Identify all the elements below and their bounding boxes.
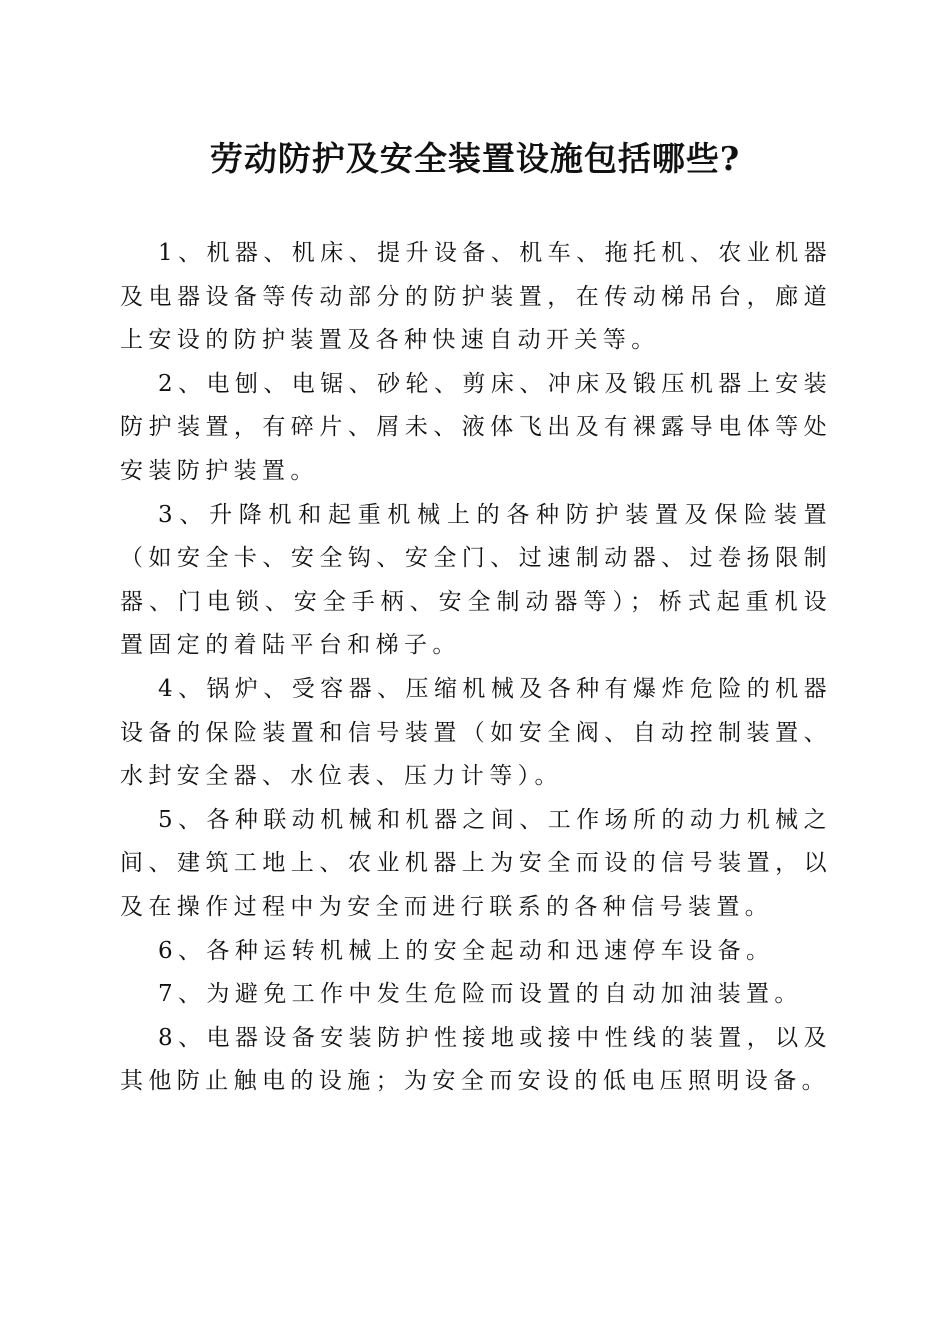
document-title: 劳动防护及安全装置设施包括哪些? bbox=[209, 139, 741, 178]
paragraph-2: 2、电刨、电锯、砂轮、剪床、冲床及锻压机器上安装防护装置，有碎片、屑未、液体飞出及有裸露导电体等处安装防护装置。 bbox=[120, 370, 832, 484]
paragraph-4: 4、锅炉、受容器、压缩机械及各种有爆炸危险的机器设备的保险装置和信号装置（如安全阀、自动控制装置、水封安全器、水位表、压力计等）。 bbox=[120, 675, 832, 790]
paragraph-7: 7、为避免工作中发生危险而设置的自动加油装置。 bbox=[158, 981, 803, 1008]
paragraph-8: 8、电器设备安装防护性接地或接中性线的装置，以及其他防止触电的设施；为安全而安设的低电压照明设备。 bbox=[120, 1024, 832, 1095]
paragraph-6: 6、各种运转机械上的安全起动和迅速停车设备。 bbox=[158, 937, 775, 964]
document-body bbox=[120, 232, 832, 1104]
paragraph-1: 1、机器、机床、提升设备、机车、拖托机、农业机器及电器设备等传动部分的防护装置，在传动梯吊台，廊道上安设的防护装置及各种快速自动开关等。 bbox=[120, 240, 832, 354]
paragraph-5: 5、各种联动机械和机器之间、工作场所的动力机械之间、建筑工地上、农业机器上为安全而设的信号装置，以及在操作过程中为安全而进行联系的各种信号装置。 bbox=[120, 806, 832, 920]
paragraph-3: 3、升降机和起重机械上的各种防护装置及保险装置（如安全卡、安全钩、安全门、过速制动器、过卷扬限制器、门电锁、安全手柄、安全制动器等）；桥式起重机设置固定的着陆平台和梯子。 bbox=[120, 501, 832, 659]
